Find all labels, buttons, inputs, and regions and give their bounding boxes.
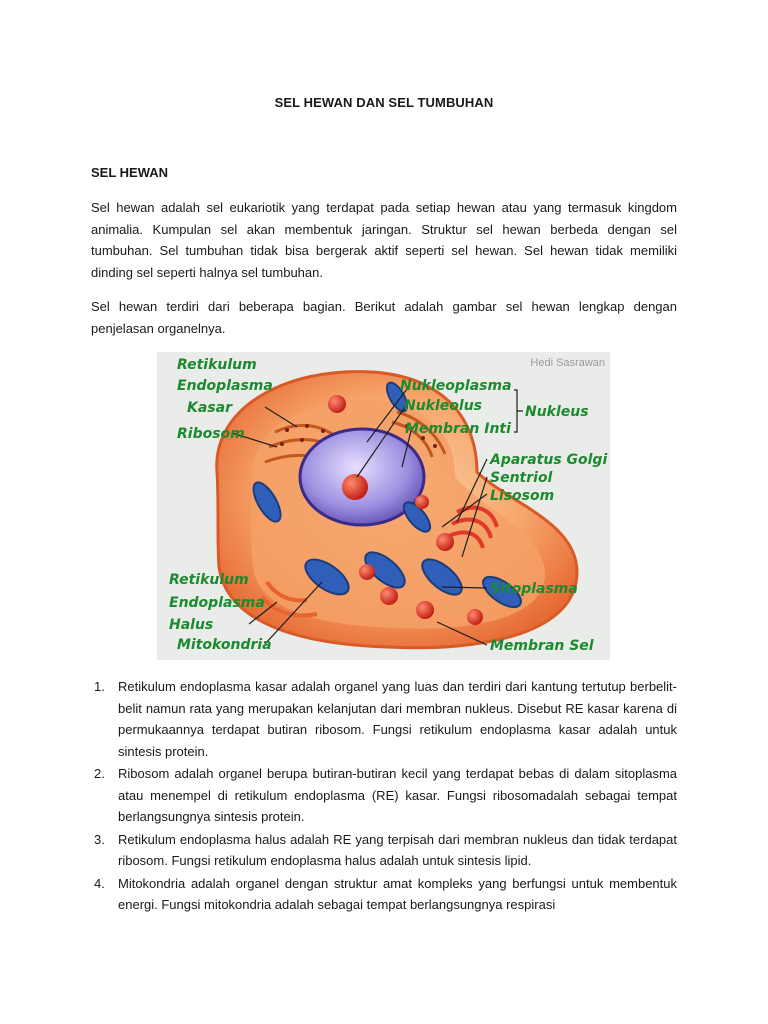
list-number: 2.: [94, 766, 105, 781]
document-title: SEL HEWAN DAN SEL TUMBUHAN: [274, 95, 494, 110]
list-text: Retikulum endoplasma kasar adalah organel yang luas dan terdiri dari kantung tertutup berbelit-belit namun rata yang merupakan kelanjutan dari membran nukleus. Disebut RE kasar karena di permukaannya terdapat butiran ribosom. Fungsi retikulum endoplasma kasar adalah untuk sintesis protein.: [118, 679, 677, 759]
label-nukleolus: Nukleolus: [404, 398, 483, 414]
paragraph-parts: Sel hewan terdiri dari beberapa bagian. Berikut adalah gambar sel hewan lengkap dengan penjelasan organelnya.: [91, 299, 677, 336]
list-item: [91, 873, 677, 916]
label-ribosom: Ribosom: [177, 426, 245, 442]
paragraph-intro: Sel hewan adalah sel eukariotik yang terdapat pada setiap hewan atau yang termasuk kingdom animalia. Kumpulan sel akan membentuk jaringan. Struktur sel hewan berbeda dengan sel tumbuhan. Sel tumbuhan tidak bisa bergerak aktif seperti sel hewan. Sel hewan tidak memiliki dinding sel seperti halnya sel tumbuhan.: [91, 200, 677, 280]
label-sitoplasma: Sitoplasma: [490, 581, 578, 597]
animal-cell-diagram: [157, 352, 610, 660]
label-membran-inti: Membran Inti: [405, 421, 511, 437]
label-re-halus-2: Endoplasma: [169, 595, 265, 611]
organelle-list: [91, 676, 677, 917]
list-item: [91, 829, 677, 872]
list-item: [91, 676, 677, 762]
list-number: 1.: [94, 679, 105, 694]
label-re-halus-1: Retikulum: [169, 572, 249, 588]
list-number: 4.: [94, 875, 105, 891]
label-re-kasar-2: Endoplasma: [177, 378, 273, 394]
label-membran-sel: Membran Sel: [490, 638, 594, 654]
list-text: Retikulum endoplasma halus adalah RE yang terpisah dari membran nukleus dan tidak terdapat ribosom. Fungsi retikulum endoplasma halus adalah untuk sintesis lipid.: [118, 831, 677, 868]
label-re-kasar-1: Retikulum: [177, 357, 257, 373]
list-text: Ribosom adalah organel berupa butiran-butiran kecil yang terdapat bebas di dalam sitoplasma atau menempel di retikulum endoplasma (RE) kasar. Fungsi ribosomadalah sebagai tempat berlangsungnya sintesis protein.: [118, 766, 677, 824]
section-heading: SEL HEWAN: [91, 165, 169, 180]
label-re-kasar-3: Kasar: [187, 400, 232, 416]
animal-cell-figure: [157, 352, 610, 660]
label-re-halus-3: Halus: [169, 617, 214, 633]
list-number: 3.: [94, 831, 105, 847]
list-text: Mitokondria adalah organel dengan struktur amat kompleks yang berfungsi untuk membentuk energi. Fungsi mitokondria adalah sebagai tempat berlangsungnya respirasi: [118, 875, 677, 912]
label-sentriol: Sentriol: [490, 470, 553, 486]
nucleolus-icon: [342, 474, 368, 500]
label-nukleoplasma: Nukleoplasma: [400, 378, 512, 394]
label-aparatus-golgi: Aparatus Golgi: [490, 452, 608, 468]
label-lisosom: Lisosom: [490, 488, 555, 504]
label-mitokondria: Mitokondria: [177, 637, 272, 653]
figure-watermark: Hedi Sasrawan: [530, 357, 605, 369]
list-item: [91, 763, 677, 828]
label-nukleus: Nukleus: [525, 404, 589, 420]
